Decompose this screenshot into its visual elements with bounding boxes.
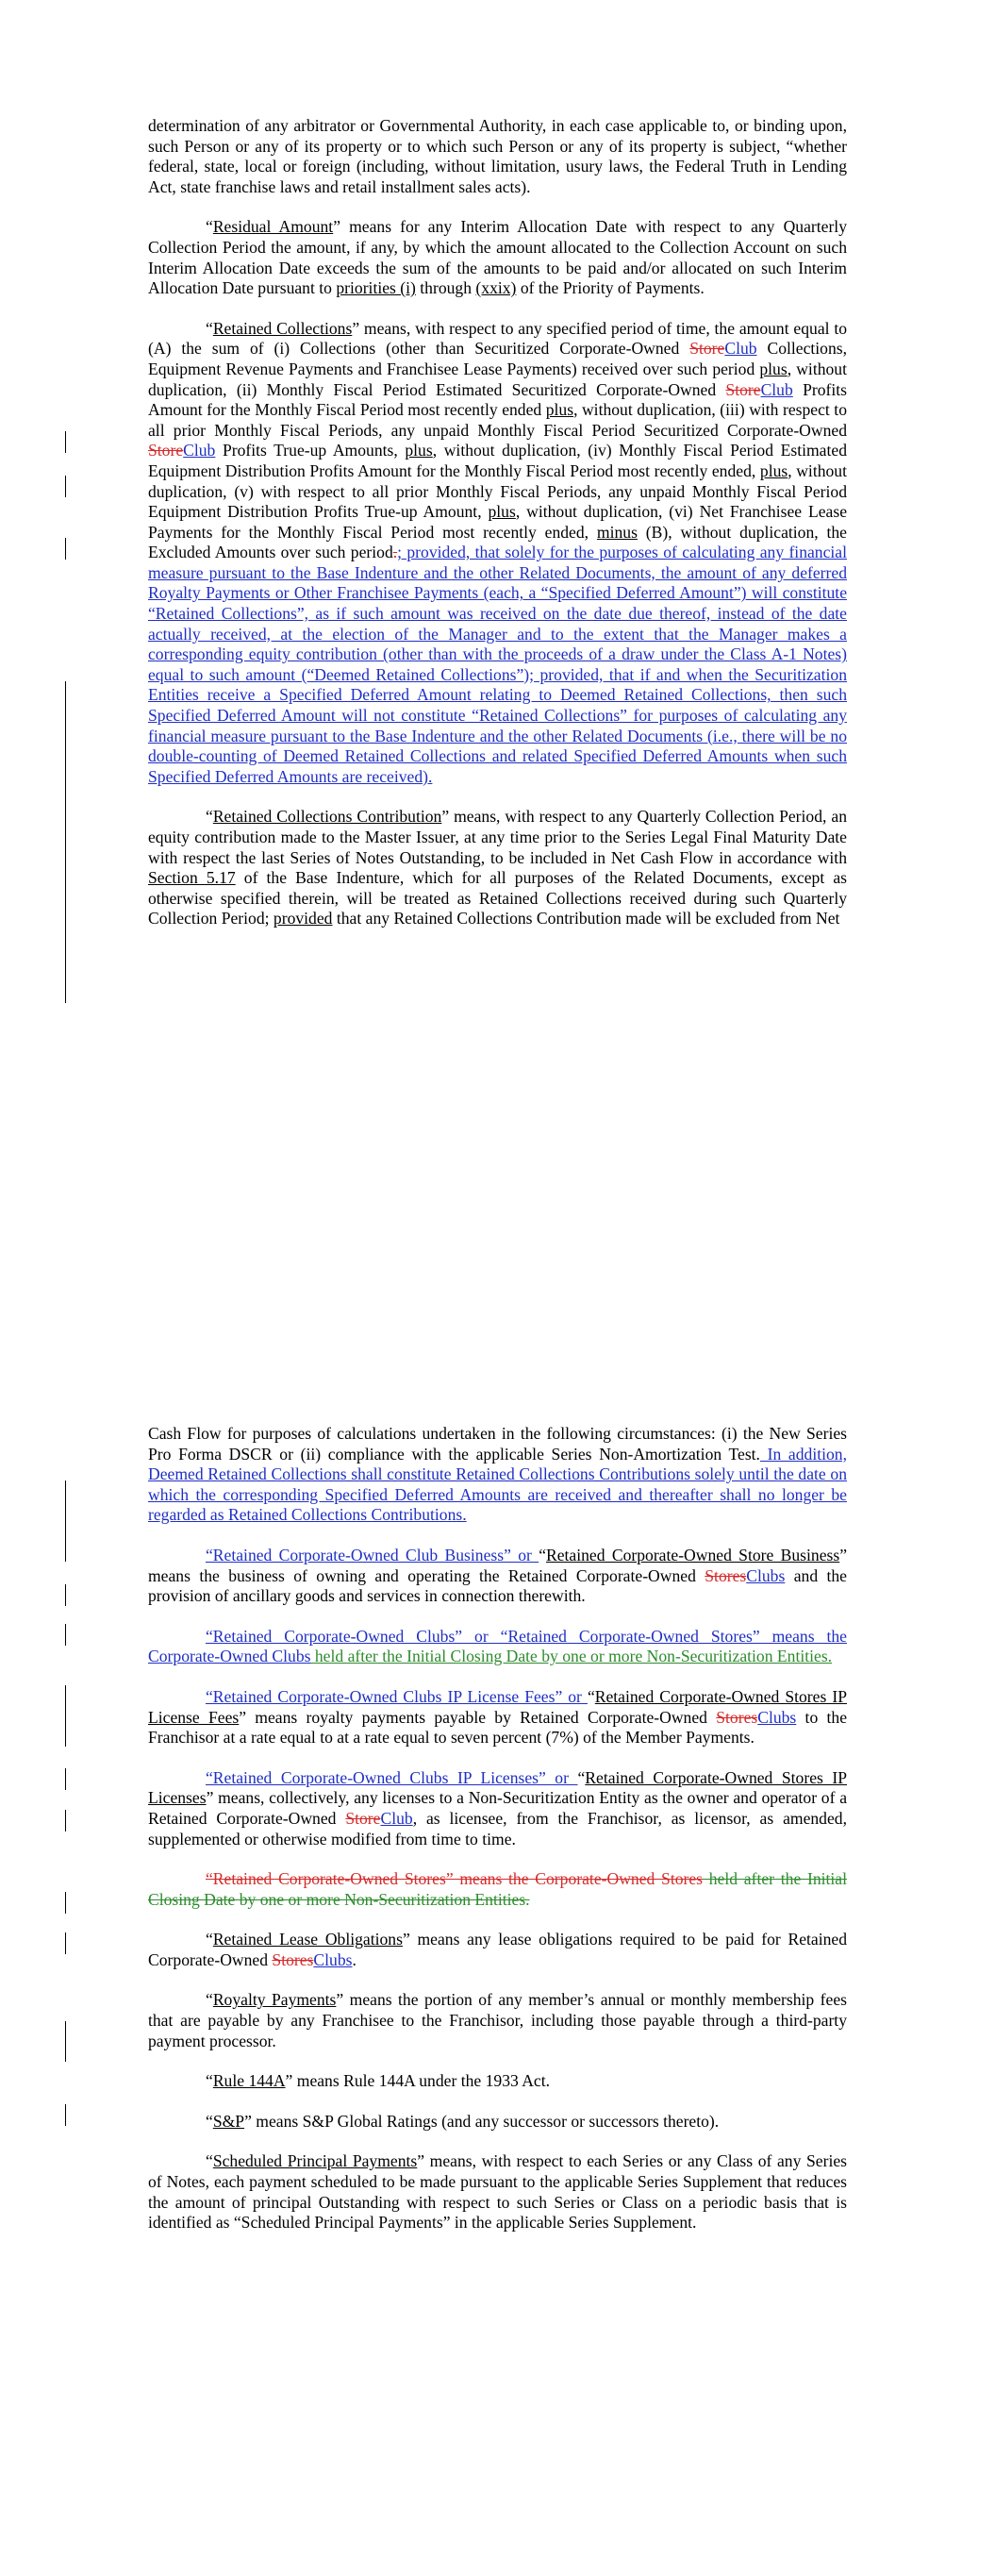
paragraph-continuation: determination of any arbitrator or Governmental Authority, in each case applicable to, or binding upon, such Person or any of its property or to which such Person or any of its property is subject, “whether federal, state, local or foreign (including, without limitation, usury laws, the Federal Truth in Lending Act, state franchise laws and retail installment sales acts).	[148, 116, 847, 196]
inserted-text: “Retained Corporate-Owned Clubs IP Licenses” or	[206, 1767, 578, 1787]
deleted-text: Store	[689, 339, 725, 359]
page-1-body	[148, 116, 847, 949]
defined-term: Residual Amount	[212, 217, 334, 237]
defined-term: Scheduled Principal Payments	[212, 2151, 418, 2171]
defined-term: Retained Collections Contribution	[212, 807, 442, 827]
definition-retained-ip-license-fees: “Retained Corporate-Owned Clubs IP License Fees” or “Retained Corporate-Owned Stores IP License Fees” means royalty payments payable by Retained Corporate-Owned StoresClubs to the Franchisor at a rate equal to at a rate equal to seven percent (7%) of the Member Payments.	[148, 1686, 848, 1748]
definition-s-and-p: “S&P” means S&P Global Ratings (and any successor or successors thereto).	[206, 2111, 720, 2131]
moved-text: held after the Initial Closing Date by one or more Non-Securitization Entities.	[310, 1647, 833, 1666]
defined-term: S&P	[212, 2111, 245, 2131]
inserted-text: Club	[183, 441, 216, 460]
definition-retained-collections: “Retained Collections” means, with respect to any specified period of time, the amount equal to (A) the sum of (i) Collections (other than Securitized Corporate-Owned StoreClub Collections, Equipment Revenue Payments and Franchisee Lease Payments) received over such period plus, without duplication, (ii) Monthly Fiscal Period Estimated Securitized Corporate-Owned StoreClub Profits Amount for the Monthly Fiscal Period most recently ended plus, without duplication, (iii) with respect to all prior Monthly Fiscal Periods, any unpaid Monthly Fiscal Period Securitized Corporate-Owned StoreClub Profits True-up Amounts, plus, without duplication, (iv) Monthly Fiscal Period Estimated Equipment Distribution Profits Amount for the Monthly Fiscal Period most recently ended, plus, without duplication, (v) with respect to all prior Monthly Fiscal Periods, any unpaid Monthly Fiscal Period Equipment Distribution Profits True-up Amount, plus, without duplication, (vi) Net Franchisee Lease Payments for the Monthly Fiscal Period most recently ended, minus (B), without duplication, the Excluded Amounts over such period.; provided, that solely for the purposes of calculating any financial measure pursuant to the Base Indenture and the other Related Documents, the amount of any deferred Royalty Payments or Other Franchisee Payments (each, a “Specified Deferred Amount”) will constitute “Retained Collections”, as if such amount was received on the date due thereof, instead of the date actually received, at the election of the Manager and to the extent that the Manager makes a corresponding equity contribution (other than with the proceeds of a draw under the Class A-1 Notes) equal to such amount (“Deemed Retained Collections”); provided, that if and when the Securitization Entities receive a Specified Deferred Amount relating to Deemed Retained Collections, then such Specified Deferred Amount will not constitute “Retained Collections” for purposes of calculating any financial measure pursuant to the Base Indenture and the other Related Documents (i.e., there will be no double-counting of Deemed Retained Collections and related Specified Deferred Amounts when such Specified Deferred Amounts are received).	[148, 318, 848, 786]
inserted-text: Clubs	[313, 1949, 353, 1969]
deleted-text: Stores	[272, 1949, 314, 1969]
definition-retained-collections-contribution: “Retained Collections Contribution” means, with respect to any Quarterly Collection Period, an equity contribution made to the Master Issuer, at any time prior to the Series Legal Final Maturity Date with respect the last Series of Notes Outstanding, to be included in Net Cash Flow in accordance with Section 5.17 of the Base Indenture, which for all purposes of the Related Documents, except as otherwise specified therein, will be treated as Retained Collections received during such Quarterly Collection Period; provided that any Retained Collections Contribution made will be excluded from Net	[148, 807, 847, 928]
deleted-text: Store	[725, 379, 761, 399]
change-bar	[65, 1892, 66, 1914]
inserted-text: Clubs	[746, 1565, 786, 1585]
change-bar	[65, 476, 66, 497]
change-bar	[65, 1768, 66, 1790]
defined-term: Retained Collections	[212, 318, 353, 338]
change-bar	[65, 1685, 66, 1747]
document-page-2	[0, 1288, 995, 2576]
inserted-text: In addition, Deemed Retained Collections shall constitute Retained Collections Contributions solely until the date on which the corresponding Specified Deferred Amounts are received and thereafter shall no longer be regarded as Retained Collections Contributions.	[148, 1444, 847, 1525]
inserted-text: “Retained Corporate-Owned Clubs” or “Retained Corporate-Owned Stores” means the Corporate-Owned Clubs	[148, 1626, 847, 1666]
change-bar	[65, 1480, 66, 1562]
inserted-text: Club	[760, 379, 793, 399]
definition-residual-amount: “Residual Amount” means for any Interim Allocation Date with respect to any Quarterly Collection Period the amount, if any, by which the amount allocated to the Collection Account on such Interim Allocation Date exceeds the sum of the amounts to be paid and/or allocated on such Interim Allocation Date pursuant to priorities (i) through (xxix) of the Priority of Payments.	[148, 217, 847, 298]
deleted-text: Store	[148, 441, 184, 460]
inserted-text: Clubs	[757, 1707, 797, 1727]
defined-term: Retained Lease Obligations	[212, 1930, 403, 1949]
definition-retained-lease-obligations: “Retained Lease Obligations” means any lease obligations required to be paid for Retained Corporate-Owned StoresClubs.	[148, 1930, 847, 1969]
change-bar	[65, 2104, 66, 2126]
deleted-definition-retained-corporate-owned-stores	[148, 1869, 847, 1910]
change-bar	[65, 538, 66, 560]
inserted-text: ; provided, that solely for the purposes of calculating any financial measure pursuant to the Base Indenture and the other Related Documents, the amount of any deferred Royalty Payments or Other Franchisee Payments (each, a “Specified Deferred Amount”) will constitute “Retained Collections”, as if such amount was received on the date due thereof, instead of the date actually received, at the election of the Manager and to the extent that the Manager makes a corresponding equity contribution (other than with the proceeds of a draw under the Class A-1 Notes) equal to such amount (“Deemed Retained Collections”); provided, that if and when the Securitization Entities receive a Specified Deferred Amount relating to Deemed Retained Collections, then such Specified Deferred Amount will not constitute “Retained Collections” for purposes of calculating any financial measure pursuant to the Base Indenture and the other Related Documents (i.e., there will be no double-counting of Deemed Retained Collections and related Specified Deferred Amounts when such Specified Deferred Amounts are received).	[148, 543, 847, 786]
defined-term: Retained Corporate-Owned Stores IP License Fees	[148, 1686, 847, 1727]
definition-retained-ip-licenses: “Retained Corporate-Owned Clubs IP Licenses” or “Retained Corporate-Owned Stores IP Licenses” means, collectively, any licenses to a Non-Securitization Entity as the owner and operator of a Retained Corporate-Owned StoreClub, as licensee, from the Franchisor, as licensor, as amended, supplemented or otherwise modified from time to time.	[148, 1767, 847, 1848]
deleted-text: Stores	[705, 1565, 747, 1585]
deleted-text: Store	[345, 1808, 381, 1828]
inserted-text: Club	[380, 1808, 413, 1828]
deleted-text: Stores	[716, 1707, 758, 1727]
definition-rule-144a: “Rule 144A” means Rule 144A under the 1933 Act.	[206, 2071, 551, 2091]
change-bar	[65, 681, 66, 1003]
page-2-body	[148, 1424, 847, 2253]
change-bar	[65, 1584, 66, 1606]
deleted-text: “Retained Corporate-Owned Stores” means the Corporate-Owned Stores	[206, 1869, 704, 1889]
inserted-text: Club	[724, 339, 757, 359]
defined-term: Retained Corporate-Owned Store Business	[546, 1545, 840, 1564]
inserted-text: “Retained Corporate-Owned Club Business” or	[206, 1545, 539, 1564]
definition-scheduled-principal-payments: “Scheduled Principal Payments” means, with respect to each Series or any Class of any Series of Notes, each payment scheduled to be made pursuant to the applicable Series Supplement that reduces the amount of principal Outstanding with respect to such Series or Class on a periodic basis that is identified as “Scheduled Principal Payments” in the applicable Series Supplement.	[148, 2151, 847, 2233]
change-bar	[65, 2021, 66, 2062]
paragraph-continuation: Cash Flow for purposes of calculations undertaken in the following circumstances: (i) the New Series Pro Forma DSCR or (ii) compliance with the applicable Series Non-Amortization Test. In addition, Deemed Retained Collections shall constitute Retained Collections Contributions solely until the date on which the corresponding Specified Deferred Amounts are received and thereafter shall no longer be regarded as Retained Collections Contributions.	[148, 1424, 847, 1525]
defined-term: Retained Corporate-Owned Stores IP Licenses	[148, 1767, 847, 1808]
change-bar	[65, 1932, 66, 1954]
change-bar	[65, 1624, 66, 1646]
change-bar	[65, 431, 66, 453]
definition-retained-corporate-owned-club-business: “Retained Corporate-Owned Club Business” or “Retained Corporate-Owned Store Business” means the business of owning and operating the Retained Corporate-Owned StoresClubs and the provision of ancillary goods and services in connection therewith.	[148, 1545, 848, 1606]
defined-term: Rule 144A	[212, 2071, 286, 2091]
inserted-text: “Retained Corporate-Owned Clubs IP License Fees” or	[206, 1686, 588, 1706]
definition-retained-corporate-owned-clubs	[148, 1627, 847, 1667]
change-bar	[65, 1810, 66, 1832]
deleted-text: .	[392, 543, 398, 562]
moved-deleted-text: held after the Initial Closing Date by one or more Non-Securitization Entities.	[148, 1869, 848, 1909]
defined-term: Royalty Payments	[212, 1990, 337, 2010]
definition-royalty-payments: “Royalty Payments” means the portion of any member’s annual or monthly membership fees that are payable by any Franchisee to the Franchisor, including those payable through a third-party payment processor.	[148, 1990, 847, 2050]
